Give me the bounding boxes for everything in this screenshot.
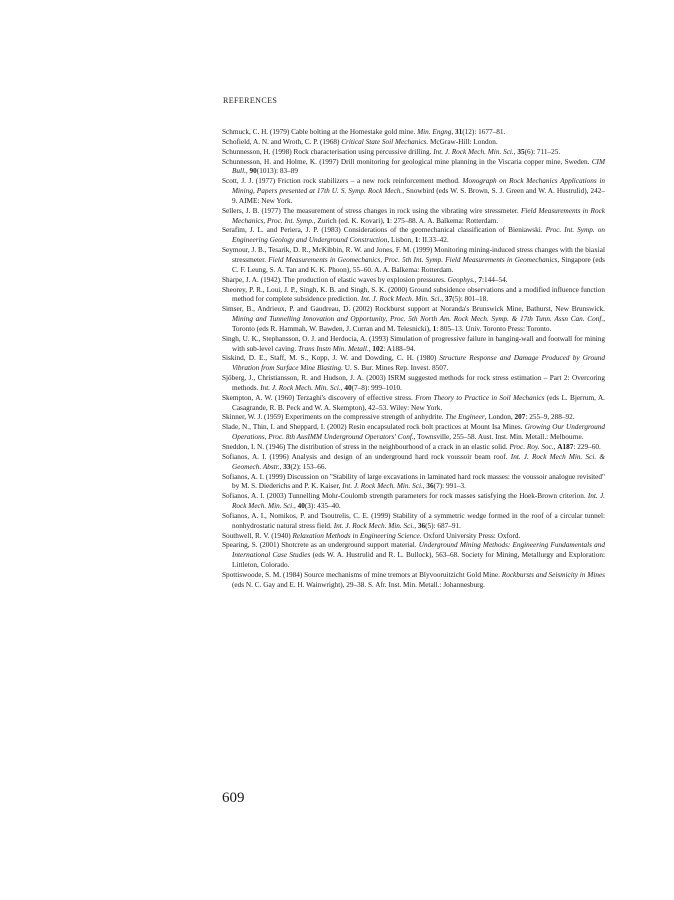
reference-text: Sheorey, P. R., Loui, J. P., Singh, K. B. and Singh, S. K. (2000) Ground subsidence observations and a modified influence function method for complete subsidence prediction. xyxy=(222,285,605,304)
reference-italic: Field Measurements in Geomechanics, Proc. 5th Int. Symp. Field Measurements in Geomechanics xyxy=(268,255,558,264)
reference-text: (6): 711–25. xyxy=(524,147,561,156)
reference-italic: Structure Response and Damage Produced by Ground Vibration from Surface Mine Blasting. xyxy=(232,354,605,373)
reference-text: (12): 1677–81. xyxy=(462,128,506,136)
reference-entry xyxy=(222,148,605,158)
reference-entry xyxy=(222,276,605,286)
reference-entry xyxy=(222,158,605,178)
reference-volume: 102 xyxy=(372,344,384,353)
reference-text: (5): 687–91. xyxy=(425,521,461,530)
reference-text: (3): 435–40. xyxy=(304,502,341,511)
reference-volume: 31 xyxy=(454,128,463,136)
reference-text: : A188–94. xyxy=(383,344,416,353)
reference-text: , xyxy=(368,344,373,353)
reference-text: Sofianos, A. I. (2003) Tunnelling Mohr-Coulomb strength parameters for rock masses satisfying the Hoek-Brown criterion. xyxy=(222,492,588,501)
reference-text: , Lisbon, xyxy=(387,236,415,245)
reference-entry xyxy=(222,138,605,148)
reference-italic: Rockbursts and Seismicity in Mines xyxy=(501,570,606,579)
reference-entry xyxy=(222,246,605,276)
reference-volume: A187 xyxy=(557,443,574,451)
reference-italic: Int. J. Rock Mech. Min. Sci. xyxy=(333,521,415,530)
reference-text: Siskind, D. E., Staff, M. S., Kopp, J. W. and Dowding, C. H. (1980) xyxy=(222,354,440,363)
reference-volume: 36 xyxy=(417,521,426,530)
reference-italic: Int. J. Rock Mech. Min. Sci. xyxy=(433,147,514,156)
reference-text: U. S. Bur. Mines Rep. Invest. 8507. xyxy=(342,364,449,373)
reference-entry xyxy=(222,413,605,423)
reference-italic: Mining and Tunnelling Innovation and Opportunity, Proc. 5th North Am. Rock Mech. Symp. & 17th Tunn. Assn Can. Conf. xyxy=(232,315,604,324)
reference-text: , xyxy=(294,502,298,511)
reference-text: , xyxy=(279,462,284,471)
reference-text: , xyxy=(513,147,518,156)
reference-text: :144–54. xyxy=(482,275,508,284)
reference-volume: 90 xyxy=(249,167,257,176)
reference-text: Sellers, J. B. (1977) The measurement of stress changes in rock using the vibrating wire stressmeter. xyxy=(222,206,521,215)
reference-entry xyxy=(222,443,605,453)
reference-volume: 1 xyxy=(386,216,390,225)
reference-italic: Min. Engng xyxy=(417,128,452,136)
reference-text: : 229–60. xyxy=(573,443,601,451)
reference-text: , Singapore (eds C. F. Leung, S. A. Tan and K. K. Phoon), 55–60. A. A. Balkema: Rotterdam. xyxy=(232,255,606,274)
reference-volume: 37 xyxy=(445,295,453,304)
reference-volume: 207 xyxy=(514,413,526,422)
reference-italic: Int. J. Rock Mech. Min. Sci. xyxy=(260,383,341,392)
reference-italic: Int. J. Rock Mech. Min. Sci. xyxy=(342,482,423,491)
reference-volume: 7 xyxy=(478,275,483,284)
reference-italic: The Engineer xyxy=(445,413,485,422)
reference-italic: Int. J. Rock Mech Min. Sci. & Geomech. Abstr. xyxy=(232,452,605,471)
reference-text: , Townsville, 255–58. Aust. Inst. Min. Metall.: Melbourne. xyxy=(413,433,584,442)
reference-italic: From Theory to Practice in Soil Mechanics xyxy=(415,393,545,402)
running-header: REFERENCES xyxy=(223,96,278,105)
reference-volume: 1 xyxy=(414,236,419,245)
reference-text: , London, xyxy=(484,413,515,422)
reference-text: , xyxy=(451,128,455,136)
reference-text: : 275–88. A. A. Balkema: Rotterdam. xyxy=(390,216,499,225)
reference-text: Slade, N., Thin, I. and Sheppard, I. (2002) Resin encapsulated rock bolt practices at Mount Isa Mines. xyxy=(222,423,525,432)
reference-text: , Toronto (eds R. Hammah, W. Bawden, J. Curran and M. Telesnicki), xyxy=(232,315,605,333)
reference-text: Serafim, J. L. and Periera, J. P. (1983) Considerations of the geomechanical classification of Bieniawski. xyxy=(222,226,546,235)
reference-text: Simser, B., Andrieux, P. and Gaudreau, D. (2002) Rockburst support at Noranda's Brunswick Mine, Bathurst, New Brunswick. xyxy=(222,305,605,314)
reference-text: Sofianos, A. I., Nomikos, P. and Tsoutrelis, C. E. (1999) Stability of a symmetric wedge formed in the roof of a circular tunnel: nonhydrostatic natural stress field. xyxy=(222,511,605,530)
reference-italic: Proc. Int. Symp. on Engineering Geology and Underground Construction xyxy=(232,226,605,245)
reference-text: , xyxy=(414,521,418,530)
reference-text: (2): 153–66. xyxy=(290,462,327,471)
reference-volume: 36 xyxy=(426,482,434,491)
reference-entry xyxy=(222,335,605,355)
reference-text: Sneddon, I. N. (1946) The distribution of stress in the neighbourhood of a crack in an elastic solid. xyxy=(222,443,510,451)
reference-text: Schunnesson, H. and Holme, K. (1997) Drill monitoring for geological mine planning in the Viscaria copper mine, Sweden. xyxy=(222,157,592,166)
reference-text: (eds N. C. Gay and E. H. Wainwright), 29–38. S. Afr. Inst. Min. Metall.: Johannesburg. xyxy=(232,580,485,589)
reference-text: (eds W. A. Hustrulid and R. L. Bullock), 563–68. Society for Mining, Metallurgy and Exploration: Littleton, Colorado. xyxy=(232,551,605,570)
reference-text: Oxford University Press: Oxford. xyxy=(421,531,521,540)
reference-volume: 33 xyxy=(283,462,291,471)
reference-text: Singh, U. K., Stephansson, O. J. and Herdocia, A. (1993) Simulation of progressive failure in hanging-wall and footwall for mining with sub-level caving. xyxy=(222,334,605,353)
reference-entry xyxy=(222,374,605,394)
reference-text: Southwell, R. V. (1940) xyxy=(222,531,293,540)
page-number: 609 xyxy=(222,790,245,806)
reference-volume: 1 xyxy=(432,324,437,333)
reference-list xyxy=(222,128,605,591)
reference-text: (5): 801–18. xyxy=(452,295,489,304)
reference-text: (7–8): 999–1010. xyxy=(351,383,402,392)
reference-text: Spottiswoode, S. M. (1984) Source mechanisms of mine tremors at Blyvooruitzicht Gold Mine. xyxy=(222,570,502,579)
reference-italic: CIM Bull. xyxy=(232,157,605,176)
reference-entry xyxy=(222,492,605,512)
reference-text: , xyxy=(441,295,446,304)
reference-entry xyxy=(222,423,605,443)
reference-entry xyxy=(222,532,605,542)
reference-italic: Critical State Soil Mechanics. xyxy=(341,137,429,146)
reference-volume: 40 xyxy=(344,383,352,392)
reference-volume: 35 xyxy=(517,147,525,156)
reference-italic: Proc. Roy. Soc. xyxy=(509,443,554,451)
reference-text: Skempton, A. W. (1960) Terzaghi's discovery of effective stress. xyxy=(222,393,416,402)
reference-text: (1013): 83–89 xyxy=(256,167,299,176)
reference-text: Sharpe, J. A. (1942). The production of elastic waves by explosion pressures. xyxy=(222,275,448,284)
reference-entry xyxy=(222,473,605,493)
reference-entry xyxy=(222,177,605,207)
reference-text: Skinner, W. J. (1959) Experiments on the compressive strength of anhydrite. xyxy=(222,413,446,422)
reference-italic: Monograph on Rock Mechanics Applications in Mining, Papers presented at 17th U. S. Symp. Rock Mech. xyxy=(232,177,605,196)
reference-italic: Relaxation Methods in Engineering Science. xyxy=(292,531,422,540)
reference-italic: Trans Instn Min. Metall. xyxy=(298,344,369,353)
reference-italic: Int. J. Rock Mech. Min. Sci. xyxy=(360,295,442,304)
reference-text: Schofield, A. N. and Wroth, C. P. (1968) xyxy=(222,137,342,146)
reference-italic: Geophys. xyxy=(447,275,475,284)
reference-entry xyxy=(222,305,605,335)
reference-text: , Snowbird (eds W. S. Brown, S. J. Green and W. A. Hustrulid), 242–9. AIME: New York. xyxy=(232,187,605,205)
reference-text: (eds L. Bjerrum, A. Casagrande, R. B. Peck and W. A. Skempton), 42–53. Wiley: New York. xyxy=(232,393,605,412)
reference-entry xyxy=(222,394,605,414)
reference-text: Sofianos, A. I. (1996) Analysis and design of an underground hard rock voussoir beam roof. xyxy=(222,452,511,461)
reference-text: , xyxy=(340,383,345,392)
reference-text: Spearing, S. (2001) Shotcrete as an underground support material. xyxy=(222,541,419,550)
reference-text: Schunnesson, H. (1998) Rock characterisation using percussive drilling. xyxy=(222,147,434,156)
reference-italic: Int. J. Rock Mech. Min. Sci. xyxy=(232,492,605,511)
reference-text: Sjöberg, J., Christiansson, R. and Hudson, J. A. (2003) ISRM suggested methods for rock stress estimation – Part 2: Overcoring methods. xyxy=(222,374,605,392)
reference-text: : II.33–42. xyxy=(418,236,449,245)
reference-text: Seymour, J. B., Tesarik, D. R., McKibbin, R. W. and Jones, F. M. (1999) Monitoring mining-induced stress changes with the biaxial stressmeter. xyxy=(222,246,605,264)
reference-entry xyxy=(222,541,605,571)
reference-entry xyxy=(222,571,605,591)
reference-text: , xyxy=(553,443,558,451)
reference-text: : 255–9, 288–92. xyxy=(525,413,575,422)
reference-entry xyxy=(222,207,605,227)
reference-text: , Zurich (ed. K. Kovari), xyxy=(313,216,387,225)
reference-volume: 40 xyxy=(297,502,305,511)
reference-entry xyxy=(222,453,605,473)
reference-text: (7): 991–3. xyxy=(433,482,466,491)
reference-entry xyxy=(222,512,605,532)
reference-text: , xyxy=(245,167,250,176)
reference-text: Schmuck, C. H. (1979) Cable bolting at the Homestake gold mine. xyxy=(222,128,418,136)
reference-text: Sofianos, A. I. (1999) Discussion on "Stability of large excavations in laminated hard rock masses: the voussoir analogue revisited" by M. S. Diederichs and P. K. Kaiser, xyxy=(222,472,605,491)
reference-text: McGraw-Hill: London. xyxy=(428,137,498,146)
reference-entry xyxy=(222,226,605,246)
reference-text: Scott, J. J. (1977) Friction rock stabilizers – a new rock reinforcement method. xyxy=(222,177,463,186)
reference-text: , xyxy=(474,275,479,284)
reference-entry xyxy=(222,128,605,138)
reference-italic: Field Measurements in Rock Mechanics, Proc. Int. Symp. xyxy=(232,206,605,225)
reference-entry xyxy=(222,286,605,306)
reference-text: , xyxy=(422,482,427,491)
reference-italic: Growing Our Underground Operations, Proc. 8th AusIMM Underground Operators' Conf. xyxy=(232,423,605,442)
reference-entry xyxy=(222,354,605,374)
reference-italic: Underground Mining Methods: Engineering Fundamentals and International Case Studies xyxy=(232,541,605,560)
reference-text: : 805–13. Univ. Toronto Press: Toronto. xyxy=(436,324,552,333)
